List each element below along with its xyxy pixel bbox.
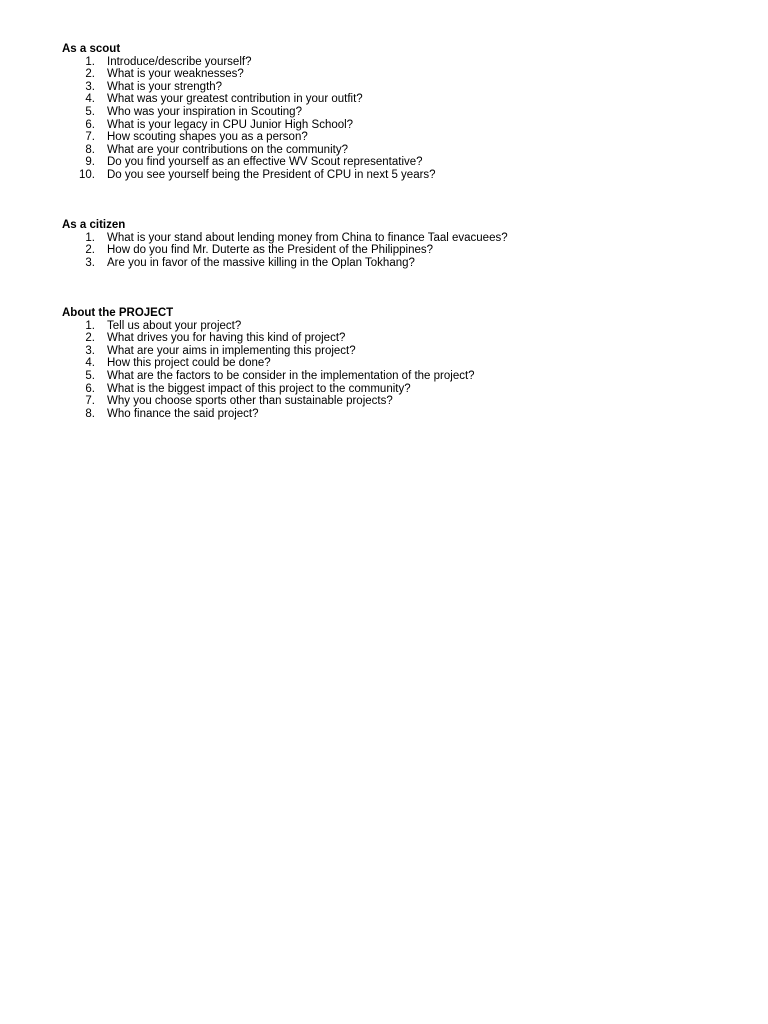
item-number: 10.	[79, 168, 95, 181]
item-text: Do you see yourself being the President of CPU in next 5 years?	[107, 168, 436, 181]
item-text: Who finance the said project?	[107, 407, 259, 420]
list-item	[62, 383, 742, 396]
list-item	[62, 408, 742, 421]
list-item	[62, 106, 742, 119]
item-number: 1.	[85, 231, 95, 244]
item-number: 4.	[85, 93, 95, 106]
item-text: What are your aims in implementing this project?	[107, 344, 356, 357]
section-as-a-citizen	[62, 219, 742, 269]
item-number: 5.	[85, 105, 95, 118]
item-number: 6.	[85, 118, 95, 131]
item-number: 2.	[85, 244, 95, 257]
section-as-a-scout	[62, 43, 742, 182]
item-number: 8.	[85, 407, 95, 420]
list-item	[62, 370, 742, 383]
item-text: Introduce/describe yourself?	[107, 55, 252, 68]
item-text: What is your legacy in CPU Junior High School?	[107, 118, 354, 131]
list-item	[62, 81, 742, 94]
list-item	[62, 169, 742, 182]
item-number: 7.	[85, 131, 95, 144]
list-item	[62, 332, 742, 345]
item-number: 7.	[85, 395, 95, 408]
list-item	[62, 357, 742, 370]
item-text: What is your weaknesses?	[107, 68, 244, 81]
section-heading: As a scout	[62, 43, 121, 55]
item-number: 3.	[85, 80, 95, 93]
list-item	[62, 244, 742, 257]
item-number: 2.	[85, 332, 95, 345]
item-number: 3.	[85, 344, 95, 357]
item-number: 1.	[85, 319, 95, 332]
section-heading: About the PROJECT	[62, 307, 174, 319]
item-number: 6.	[85, 382, 95, 395]
question-list	[62, 232, 742, 270]
list-item	[62, 119, 742, 132]
section-heading: As a citizen	[62, 219, 126, 231]
item-number: 2.	[85, 68, 95, 81]
list-item	[62, 144, 742, 157]
question-list	[62, 56, 742, 182]
item-text: What is the biggest impact of this project to the community?	[107, 382, 411, 395]
item-number: 1.	[85, 55, 95, 68]
item-text: What is your strength?	[107, 80, 223, 93]
item-text: What was your greatest contribution in your outfit?	[107, 93, 363, 106]
item-text: How do you find Mr. Duterte as the President of the Philippines?	[107, 244, 434, 257]
list-item	[62, 156, 742, 169]
item-text: Tell us about your project?	[107, 319, 242, 332]
item-number: 5.	[85, 369, 95, 382]
item-text: How this project could be done?	[107, 357, 271, 370]
list-item	[62, 56, 742, 69]
item-number: 9.	[85, 156, 95, 169]
item-text: How scouting shapes you as a person?	[107, 131, 308, 144]
question-list	[62, 320, 742, 421]
item-text: Who was your inspiration in Scouting?	[107, 105, 302, 118]
item-number: 8.	[85, 143, 95, 156]
list-item	[62, 93, 742, 106]
list-item	[62, 320, 742, 333]
item-number: 3.	[85, 256, 95, 269]
item-text: What are the factors to be consider in the implementation of the project?	[107, 369, 475, 382]
list-item	[62, 232, 742, 245]
item-text: Are you in favor of the massive killing in the Oplan Tokhang?	[107, 256, 415, 269]
item-text: Do you find yourself as an effective WV Scout representative?	[107, 156, 423, 169]
item-text: What are your contributions on the community?	[107, 143, 348, 156]
list-item	[62, 395, 742, 408]
list-item	[62, 257, 742, 270]
item-text: Why you choose sports other than sustainable projects?	[107, 395, 393, 408]
list-item	[62, 68, 742, 81]
item-number: 4.	[85, 357, 95, 370]
item-text: What is your stand about lending money from China to finance Taal evacuees?	[107, 231, 508, 244]
list-item	[62, 131, 742, 144]
section-about-the-project	[62, 307, 742, 420]
list-item	[62, 345, 742, 358]
item-text: What drives you for having this kind of project?	[107, 332, 346, 345]
